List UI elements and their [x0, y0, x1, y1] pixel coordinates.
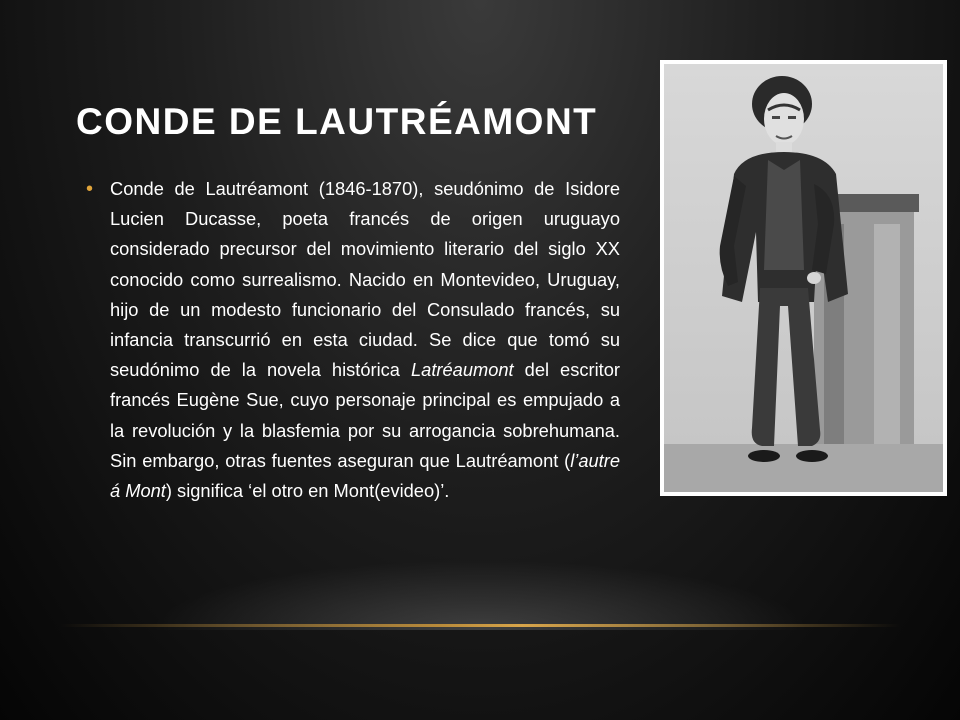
bullet-text [110, 174, 620, 506]
divider-line [60, 624, 900, 627]
slide-title: CONDE DE LAUTRÉAMONT [76, 101, 598, 142]
bullet-text-part-3: ) significa ‘el otro en Mont(evideo)’. [165, 480, 450, 502]
meaning-italic: l’autre á Mont [110, 449, 620, 502]
portrait-image [664, 64, 943, 492]
bullet-icon: • [86, 178, 94, 200]
bullet-text-part-1: Conde de Lautréamont (1846-1870), seudónimo de Isidore Lucien Ducasse, poeta francés de origen uruguayo considerado precursor del movimiento literario del siglo XX conocido como surrealismo. Nacido en Montevideo, Uruguay, hijo de un modesto funcionario del Consulado francés, su infancia transcurrió en esta ciudad. Se dice que tomó su seudónimo de la novela histórica [110, 178, 620, 381]
background-glow [150, 560, 810, 630]
bullet-text-part-2: del escritor francés Eugène Sue, cuyo personaje principal es empujado a la revolución y la blasfemia por su arrogancia sobrehumana. Sin embargo, otras fuentes aseguran que Lautréamont ( [110, 359, 620, 471]
bullet-item [86, 174, 620, 506]
novel-title-italic: Latréaumont [410, 359, 514, 381]
portrait-photo [660, 60, 947, 496]
